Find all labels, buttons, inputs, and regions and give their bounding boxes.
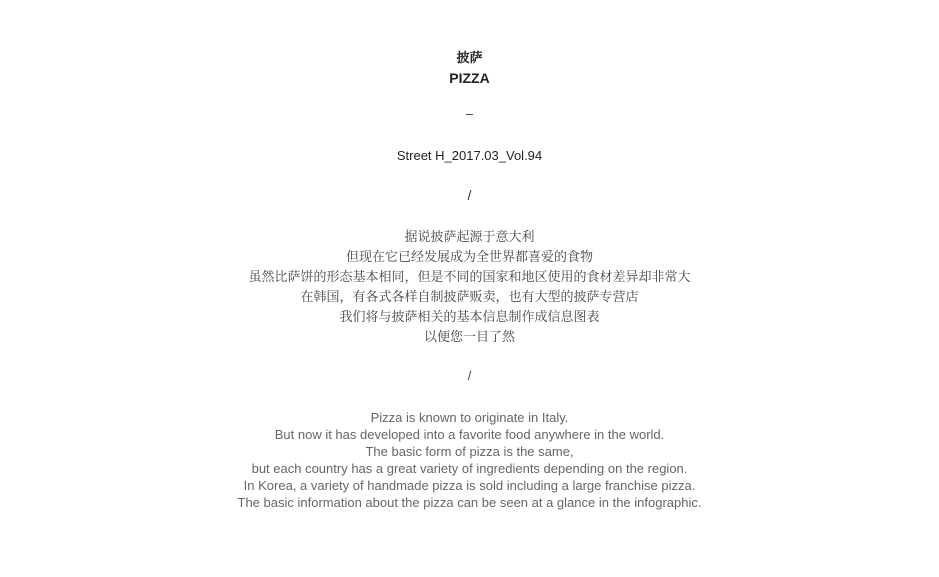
- chinese-line: 我们将与披萨相关的基本信息制作成信息图表: [339, 309, 600, 324]
- chinese-intro-text: [0, 227, 939, 347]
- english-line: In Korea, a variety of handmade pizza is sold including a large franchise pizza.: [243, 478, 696, 493]
- english-line: but each country has a great variety of ingredients depending on the region.: [251, 461, 688, 476]
- title-chinese: 披萨: [456, 50, 483, 65]
- title-dash-divider: –: [465, 106, 474, 121]
- english-line: But now it has developed into a favorite food anywhere in the world.: [274, 427, 665, 442]
- chinese-line: 虽然比萨饼的形态基本相同，但是不同的国家和地区使用的食材差异却非常大: [248, 269, 691, 284]
- section-separator-1: /: [467, 187, 472, 203]
- english-line: The basic information about the pizza can be seen at a glance in the infographic.: [237, 495, 702, 510]
- issue-label: Street H_2017.03_Vol.94: [396, 148, 543, 163]
- chinese-line: 在韩国，有各式各样自制披萨贩卖，也有大型的披萨专营店: [300, 289, 639, 304]
- english-line: The basic form of pizza is the same,: [365, 444, 574, 459]
- chinese-line: 以便您一目了然: [423, 329, 515, 344]
- chinese-line: 据说披萨起源于意大利: [404, 229, 535, 244]
- chinese-line: 但现在它已经发展成为全世界都喜爱的食物: [345, 249, 593, 264]
- title-english: PIZZA: [449, 70, 490, 86]
- english-intro-text: [0, 409, 939, 511]
- section-separator-2: /: [467, 368, 472, 383]
- english-line: Pizza is known to originate in Italy.: [370, 410, 569, 425]
